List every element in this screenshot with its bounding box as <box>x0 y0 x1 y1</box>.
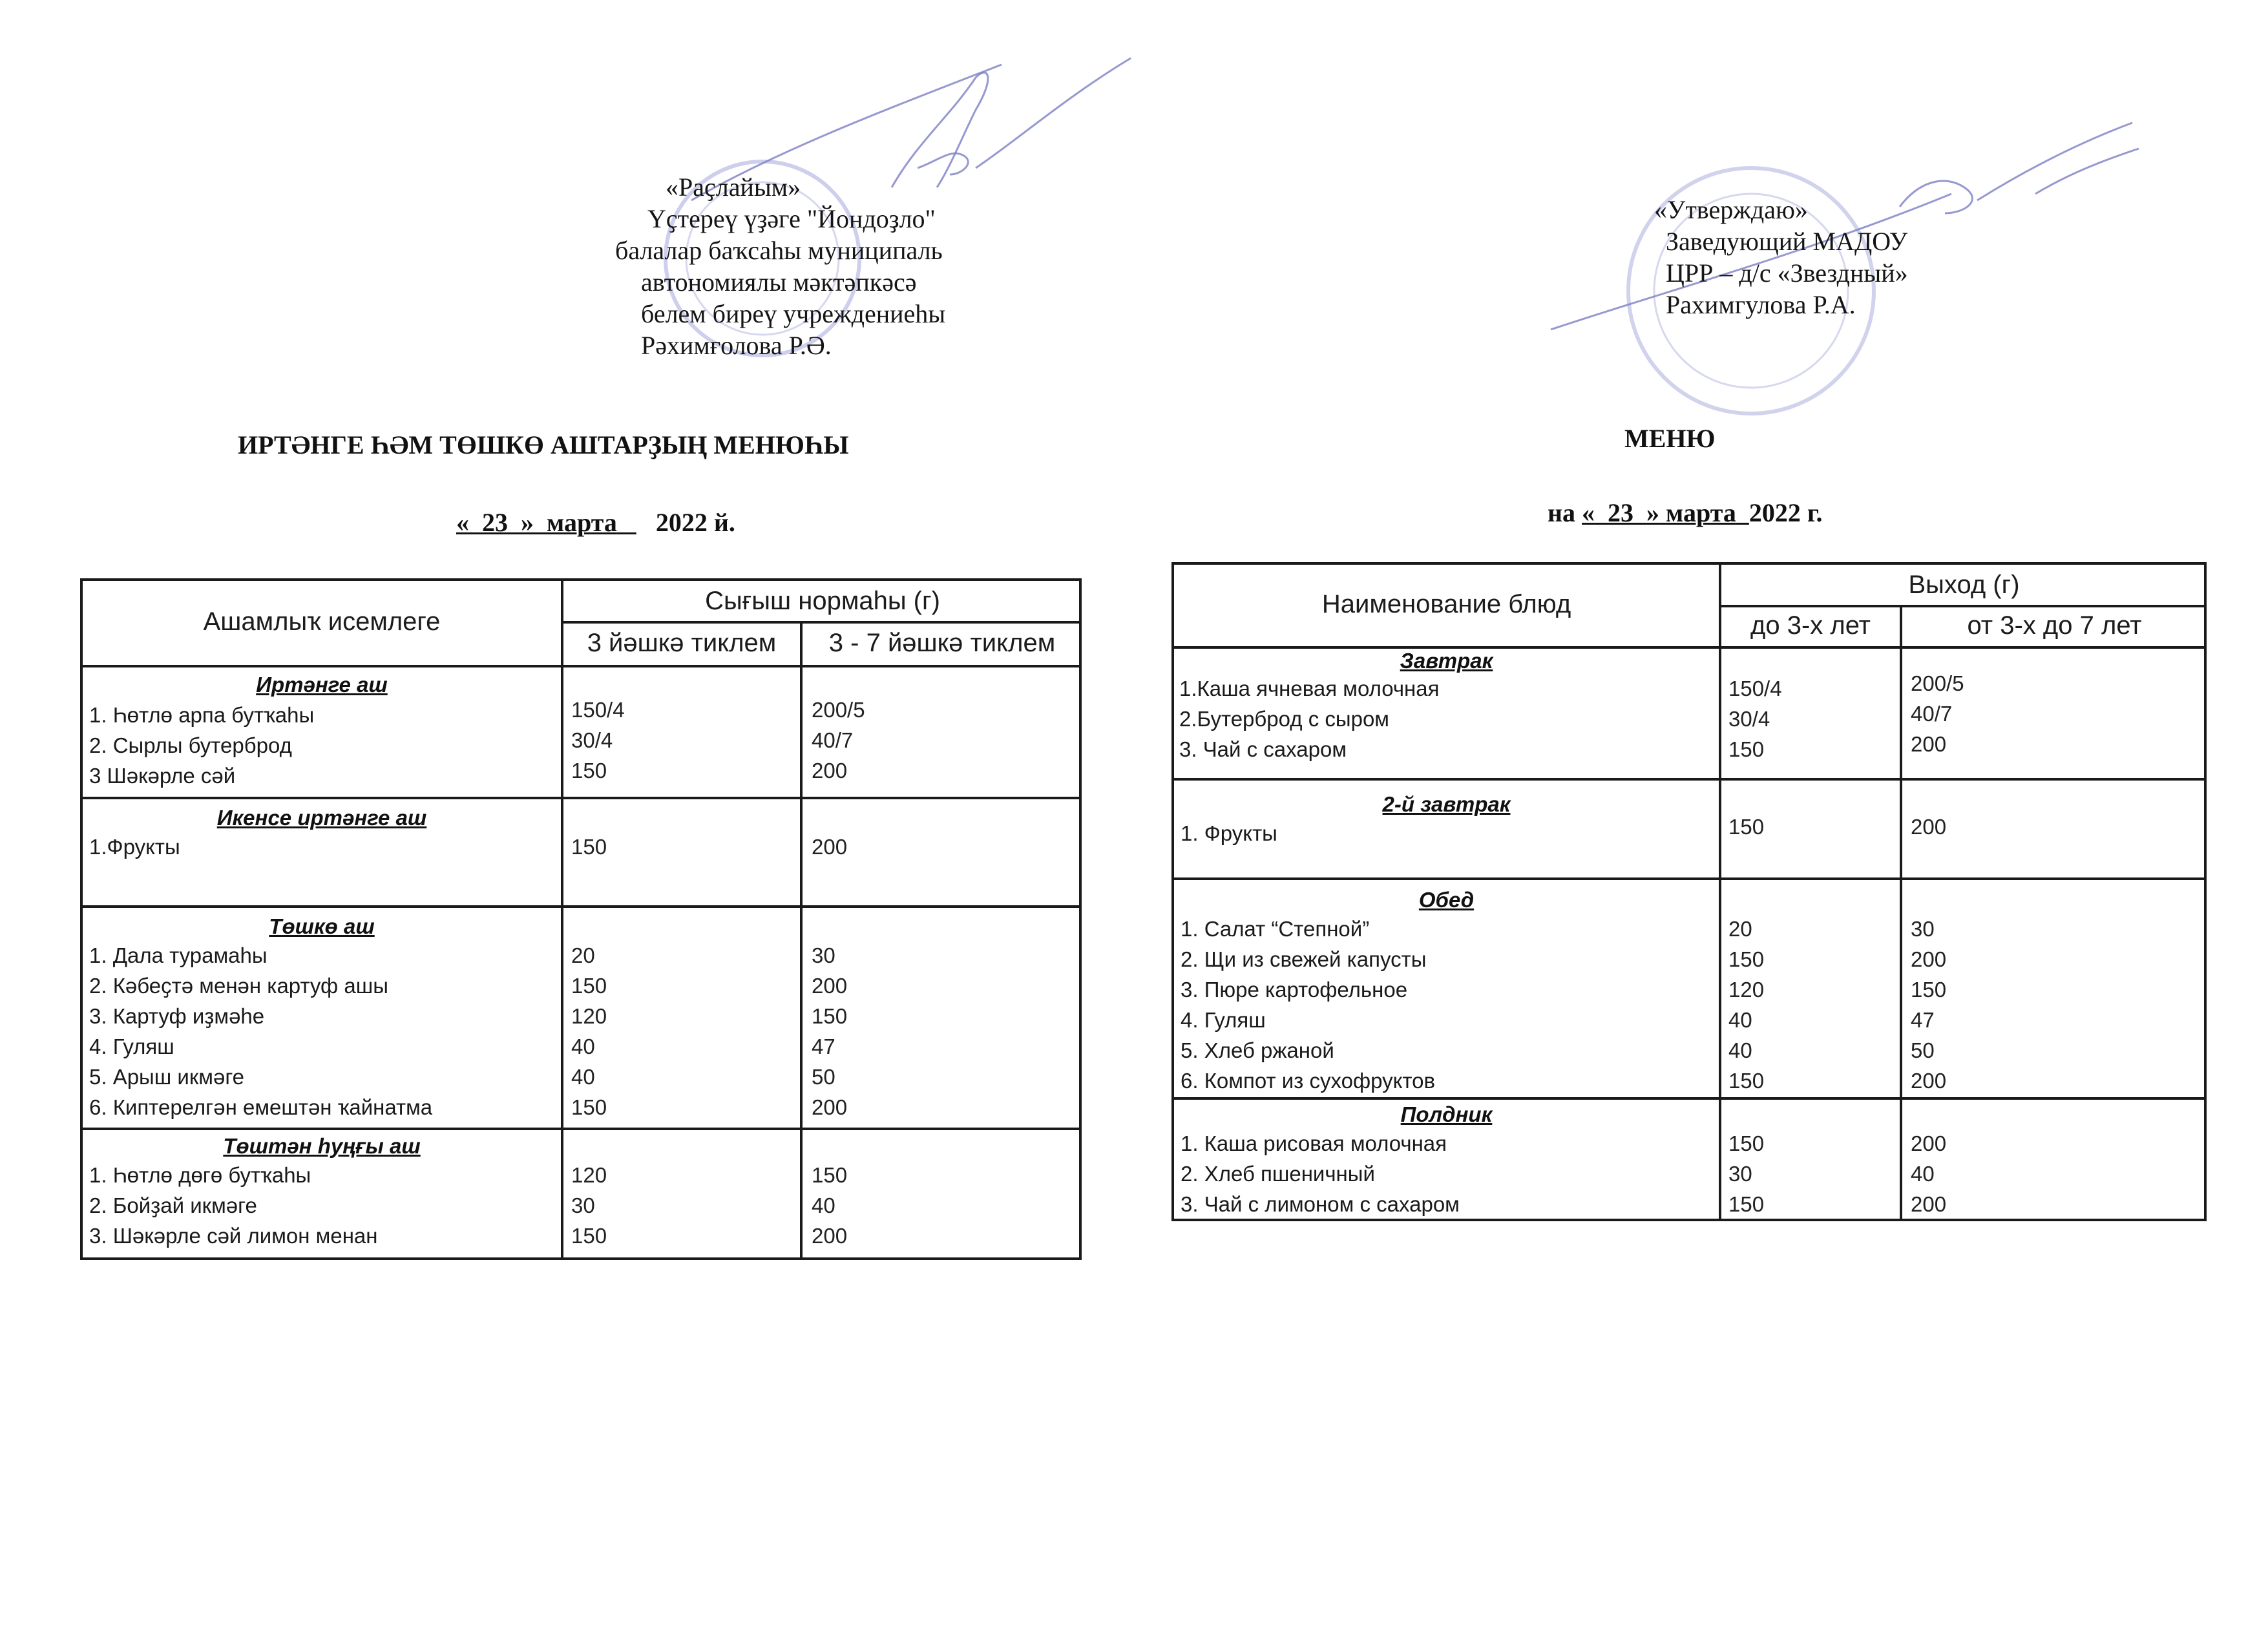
dish-item: 1. Фрукты <box>1181 821 1277 845</box>
value: 150/4 <box>571 698 625 722</box>
right-section-afternoon <box>1174 1100 2204 1223</box>
dish-item: 1. Һөтлө дөгө бутҡаһы <box>89 1163 311 1187</box>
header-col1: 3 йәшкә тиклем <box>587 628 777 657</box>
date-day: 23 <box>482 508 508 537</box>
value: 150 <box>1728 947 1765 971</box>
value: 50 <box>812 1065 835 1089</box>
value: 20 <box>571 943 595 967</box>
date-month: марта <box>1666 498 1736 527</box>
date-month: марта <box>547 508 617 537</box>
value: 30 <box>812 943 835 967</box>
value: 200 <box>812 1224 848 1248</box>
value: 40/7 <box>1911 702 1953 726</box>
section-title: Төшкө аш <box>269 914 375 938</box>
date-open-quote: « <box>456 508 469 537</box>
col2-values <box>1911 668 1964 759</box>
dish-list <box>1181 1128 1460 1219</box>
dish-list <box>89 1160 378 1251</box>
date-year: 2022 й. <box>655 508 735 537</box>
dish-list <box>89 940 432 1122</box>
col1-values <box>571 695 625 786</box>
approval-line: «Утверждаю» <box>1654 195 1808 224</box>
value: 120 <box>1728 978 1765 1002</box>
header-col2: от 3-х до 7 лет <box>1967 611 2142 640</box>
value: 150 <box>1728 1192 1765 1216</box>
value: 150 <box>571 835 607 859</box>
header-norm: Сығыш нормаһы (г) <box>705 586 940 615</box>
value: 40 <box>1728 1008 1752 1032</box>
header-dish: Наименование блюд <box>1321 589 1571 618</box>
dish-list <box>1181 818 1277 848</box>
header-dish: Ашамлыҡ исемлеге <box>203 607 441 636</box>
date-close-quote: » <box>521 508 534 537</box>
dish-item: 3. Шәкәрле сәй лимон менан <box>89 1224 378 1248</box>
value: 150 <box>571 1224 607 1248</box>
value: 47 <box>1911 1008 1935 1032</box>
value: 50 <box>1911 1038 1935 1062</box>
right-page-title: МЕНЮ <box>1624 424 1716 453</box>
approval-line: «Раҫлайым» <box>666 173 801 202</box>
col2-values <box>1911 914 1946 1096</box>
value: 200/5 <box>1911 671 1964 695</box>
dish-list <box>89 832 180 862</box>
col2-values <box>1911 812 1946 842</box>
value: 150 <box>812 1163 848 1187</box>
col1-values <box>1728 914 1764 1096</box>
value: 150 <box>812 1004 848 1028</box>
value: 40 <box>812 1193 835 1217</box>
value: 200 <box>812 1095 848 1119</box>
date-open-quote: « <box>1582 498 1595 527</box>
dish-item: 3. Картуф иҙмәһе <box>89 1004 265 1028</box>
date-year: 2022 г. <box>1748 498 1823 527</box>
value: 200 <box>812 835 848 859</box>
value: 40/7 <box>812 728 854 752</box>
left-approval-block <box>614 171 945 361</box>
value: 30 <box>1728 1162 1752 1186</box>
right-approval-block <box>1654 194 1908 320</box>
right-section-breakfast <box>1174 649 2204 778</box>
dish-item: 4. Гуляш <box>1181 1008 1266 1032</box>
value: 30/4 <box>571 728 613 752</box>
date-prefix: на <box>1548 498 1576 527</box>
left-page-title: ИРТӘНГЕ ҺӘМ ТӨШКӨ АШТАРҘЫҢ МЕНЮҺЫ <box>238 430 849 459</box>
dish-list <box>89 700 314 791</box>
value: 20 <box>1728 917 1752 941</box>
dish-item: 1. Һөтлө арпа бутҡаһы <box>89 703 315 727</box>
dish-item: 2. Сырлы бутерброд <box>89 733 292 757</box>
value: 40 <box>571 1065 595 1089</box>
col1-values <box>571 940 607 1122</box>
header-norm: Выход (г) <box>1908 570 2020 599</box>
section-title: Завтрак <box>1400 649 1493 673</box>
col2-values <box>812 1160 847 1251</box>
dish-item: 1. Каша рисовая молочная <box>1181 1131 1447 1155</box>
col1-values <box>571 832 607 862</box>
dish-item: 3. Пюре картофельное <box>1181 978 1408 1002</box>
dish-item: 3. Чай с сахаром <box>1179 737 1347 761</box>
right-date <box>1548 498 1823 528</box>
value: 200 <box>1911 947 1947 971</box>
approval-line: автономиялы мәктәпкәсә <box>641 268 917 297</box>
left-section-second-breakfast <box>83 799 1079 905</box>
right-section-lunch <box>1174 880 2204 1097</box>
col1-values <box>1728 1128 1764 1219</box>
value: 150 <box>1728 737 1765 761</box>
date-day: 23 <box>1608 498 1634 527</box>
dish-item: 1.Фрукты <box>89 835 180 859</box>
section-title: Обед <box>1418 888 1475 912</box>
header-col1: до 3-х лет <box>1750 611 1871 640</box>
value: 150 <box>1728 1069 1765 1093</box>
approval-line: Рахимгулова Р.А. <box>1666 290 1856 319</box>
left-section-breakfast <box>83 667 1079 797</box>
dish-item: 6. Киптерелгән емештән ҡайнатма <box>89 1095 433 1119</box>
value: 150 <box>571 974 607 998</box>
section-title: Иртәнге аш <box>256 673 388 697</box>
dish-item: 2.Бутерброд с сыром <box>1179 707 1389 731</box>
value: 200 <box>1911 732 1947 756</box>
dish-item: 6. Компот из сухофруктов <box>1181 1069 1436 1093</box>
dish-item: 2. Щи из свежей капусты <box>1181 947 1427 971</box>
value: 200 <box>812 759 848 782</box>
dish-item: 3. Чай с лимоном с сахаром <box>1181 1192 1460 1216</box>
value: 150 <box>1911 978 1947 1002</box>
value: 40 <box>1911 1162 1935 1186</box>
section-title: Төштән һуңғы аш <box>223 1134 421 1158</box>
col1-values <box>1728 673 1782 764</box>
left-section-lunch <box>83 908 1079 1128</box>
left-menu-table <box>80 578 1082 1260</box>
dish-item: 2. Кәбеҫтә менән картуф ашы <box>89 974 388 998</box>
section-title: Полдник <box>1400 1102 1493 1126</box>
dish-item: 2. Хлеб пшеничный <box>1181 1162 1375 1186</box>
value: 47 <box>812 1035 835 1058</box>
section-title: Икенсе иртәнге аш <box>216 806 427 830</box>
value: 30/4 <box>1728 707 1770 731</box>
col1-values <box>571 1160 607 1251</box>
approval-line: Үҫтерeү үҙәге "Йондоҙло" <box>647 204 936 233</box>
dish-list <box>1179 673 1440 764</box>
dish-item: 3 Шәкәрле сәй <box>89 764 236 788</box>
right-menu-table <box>1171 562 2207 1221</box>
col1-values <box>1728 812 1764 842</box>
header-col2: 3 - 7 йәшкә тиклем <box>828 628 1056 657</box>
dish-item: 5. Арыш икмәге <box>89 1065 244 1089</box>
section-title: 2-й завтрак <box>1382 792 1511 816</box>
col2-values <box>812 940 847 1122</box>
value: 120 <box>571 1163 607 1187</box>
value: 200 <box>812 974 848 998</box>
value: 200 <box>1911 1192 1947 1216</box>
col2-values <box>812 695 865 786</box>
dish-item: 4. Гуляш <box>89 1035 174 1058</box>
approval-line: балалар баҡсаһы муниципаль <box>615 236 943 265</box>
right-section-second-breakfast <box>1174 781 2204 877</box>
value: 200/5 <box>812 698 865 722</box>
value: 200 <box>1911 1069 1947 1093</box>
dish-item: 2. Бойҙай икмәге <box>89 1193 257 1217</box>
dish-item: 1. Дала турамаһы <box>89 943 268 967</box>
value: 150/4 <box>1728 677 1782 700</box>
value: 200 <box>1911 1131 1947 1155</box>
value: 150 <box>571 1095 607 1119</box>
value: 40 <box>1728 1038 1752 1062</box>
left-section-afternoon <box>83 1130 1079 1259</box>
value: 200 <box>1911 815 1947 839</box>
value: 150 <box>1728 1131 1765 1155</box>
date-close-quote: » <box>1646 498 1660 527</box>
value: 30 <box>571 1193 595 1217</box>
dish-item: 1.Каша ячневая молочная <box>1179 677 1440 700</box>
table-header <box>1174 565 2204 649</box>
approval-line: белем бирeү учреждениеһы <box>641 299 946 328</box>
left-date <box>456 507 735 538</box>
value: 150 <box>571 759 607 782</box>
value: 150 <box>1728 815 1765 839</box>
value: 30 <box>1911 917 1935 941</box>
dish-item: 5. Хлеб ржаной <box>1181 1038 1334 1062</box>
col2-values <box>1911 1128 1946 1219</box>
approval-line: Рәхимғолова Р.Ә. <box>641 331 832 360</box>
value: 120 <box>571 1004 607 1028</box>
dish-list <box>1181 914 1435 1096</box>
value: 40 <box>571 1035 595 1058</box>
approval-line: ЦРР – д/с «Звездный» <box>1666 258 1908 288</box>
col2-values <box>812 832 847 862</box>
approval-line: Заведующий МАДОУ <box>1666 227 1908 256</box>
table-header <box>83 581 1079 667</box>
dish-item: 1. Салат “Степной” <box>1181 917 1370 941</box>
